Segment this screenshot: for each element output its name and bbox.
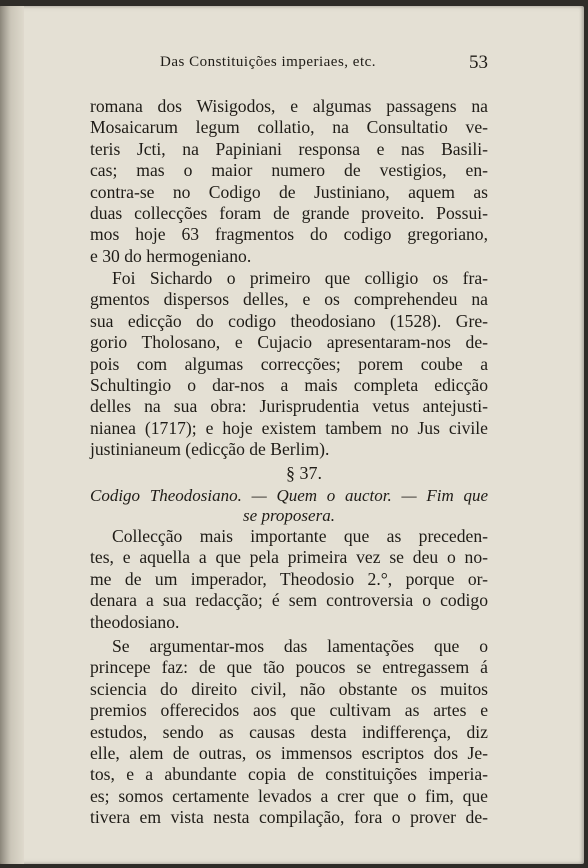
text-line: nianea (1717); e hoje existem tambem no Jus civile (90, 417, 488, 438)
text-line: teris Jcti, na Papiniani responsa e nas Basili- (90, 138, 488, 159)
text-line: tivera em vista nesta compilação, fora o prover de- (90, 807, 488, 828)
section-title-line: se proposera. (243, 506, 335, 525)
text-line: me de um imperador, Theodosio 2.°, porque or- (90, 568, 488, 589)
paragraph-block-4 (90, 636, 488, 829)
text-line: sua edicção do codigo theodosiano (1528). Gre- (90, 310, 488, 331)
running-title: Das Constituições imperiaes, etc. (160, 54, 377, 70)
text-line: pois com algumas correcções; porem coube a (90, 353, 488, 374)
section-number: § 37. (286, 463, 322, 483)
text-line: romana dos Wisigodos, e algumas passagens na (90, 96, 488, 116)
book-page (0, 6, 584, 864)
text-line: premios offerecidos aos que cultivam as artes e (90, 700, 488, 721)
text-line: cas; mas o maior numero de vestigios, en- (90, 160, 488, 181)
text-line: Foi Sichardo o primeiro que colligio os fra- (112, 268, 488, 288)
text-line: Collecção mais importante que as preceden- (112, 526, 488, 546)
text-line: e 30 do hermogeniano. (90, 245, 252, 266)
text-line: Se argumentar-mos das lamentações que o (112, 636, 488, 656)
text-line: denara a sua redacção; é sem controversia o codigo (90, 590, 488, 611)
text-line: mos hoje 63 fragmentos do codigo gregoriano, (90, 224, 488, 245)
text-line: theodosiano. (90, 611, 180, 632)
text-line: contra-se no Codigo de Justiniano, aquem as (90, 181, 488, 202)
text-line: sciencia do direito civil, não obstante os muitos (90, 678, 488, 699)
paragraph-block-1 (90, 96, 488, 267)
text-line: tes, e aquella a que pela primeira vez se deu o no- (90, 547, 488, 568)
section-title-line: Codigo Theodosiano. — Quem o auctor. — Fim que (90, 486, 488, 505)
text-line: Mosaicarum legum collatio, na Consultatio ve- (90, 117, 488, 138)
text-line: justinianeum (edicção de Berlim). (90, 439, 330, 460)
text-line: tos, e a abundante copia de constituições imperia- (90, 764, 488, 785)
text-line: estudos, sendo as causas desta indifferença, diz (90, 721, 488, 742)
text-line: delles na sua obra: Jurisprudentia vetus antejusti- (90, 396, 488, 417)
binding-gutter (0, 6, 24, 864)
text-line: gmentos dispersos delles, e os comprehendeu na (90, 289, 488, 310)
text-line: princepe faz: de que tão poucos se entregassem á (90, 657, 488, 678)
section-heading (90, 460, 488, 526)
paragraph-block-2 (90, 268, 488, 461)
text-line: duas collecções foram de grande proveito. Possui- (90, 202, 488, 223)
text-line: es; somos certamente levados a crer que o fim, que (90, 785, 488, 806)
page-header (160, 50, 490, 76)
paragraph-block-3 (90, 526, 488, 633)
text-line: gorio Tholosano, e Cujacio apresentaram-nos de- (90, 332, 488, 353)
text-line: elle, alem de outras, os immensos escriptos dos Je- (90, 742, 488, 763)
text-line: Schultingio o dar-nos a mais completa edicção (90, 374, 488, 395)
page-number: 53 (469, 52, 488, 73)
